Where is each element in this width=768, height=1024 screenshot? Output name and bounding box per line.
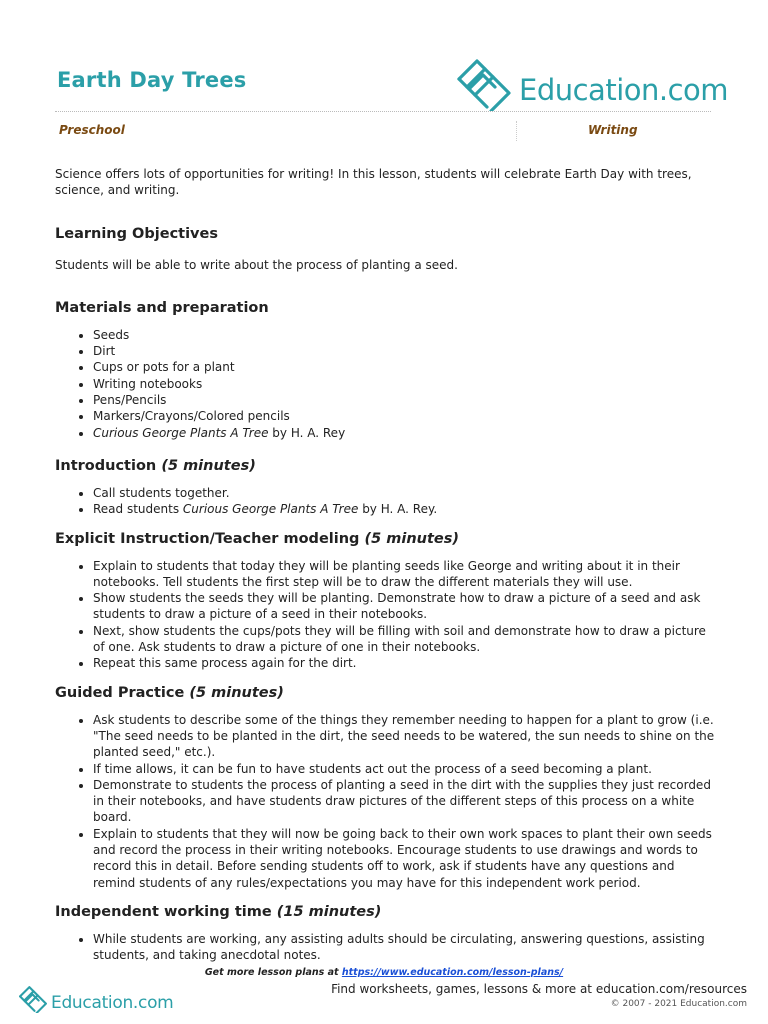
footer-education-logo[interactable] [18,984,173,1014]
explicit-list [55,558,715,672]
introduction-heading [55,457,715,475]
list-item [93,501,715,517]
list-item: • Repeat this same process again for the dirt. [93,655,715,671]
independent-heading [55,903,715,921]
list-item: • Demonstrate to students the process of planting a seed in the dirt with the supplies they just recorded in their notebooks, and have students draw pictures of the different steps of this process on a white board. [93,777,715,826]
list-item: • If time allows, it can be fun to have students act out the process of a seed becoming a plant. [93,761,715,777]
heading-text: Guided Practice [55,684,185,701]
grade-label: Preschool [59,123,125,137]
footer-copyright: © 2007 - 2021 Education.com [610,999,747,1009]
list-item: • Ask students to describe some of the things they remember needing to happen for a plant to grow (i.e. "The seed needs to be planted in the dirt, the seed needs to be watered, the sun needs to shine on the planted seed," etc.). [93,712,715,761]
heading-text: Introduction [55,457,157,474]
subject-label: Writing [588,123,638,137]
list-item: • Pens/Pencils [93,392,715,408]
logo-text: Education.com [519,73,729,107]
item-prefix: Read students [93,502,183,517]
list-item: • Seeds [93,327,715,343]
heading-text: Explicit Instruction/Teacher modeling [55,530,360,547]
independent-list [55,931,715,964]
list-item: • Show students the seeds they will be planting. Demonstrate how to draw a picture of a seed and ask students to draw a picture of a seed in their notebooks. [93,590,715,623]
list-item: • Next, show students the cups/pots they will be filling with soil and demonstrate how to draw a picture of one. Ask students to draw a picture of one in their notebooks. [93,623,715,656]
header-vertical-divider [516,121,517,141]
explicit-heading [55,530,715,548]
education-logo[interactable] [455,56,728,112]
list-item: • Markers/Crayons/Colored pencils [93,408,715,424]
lesson-content [55,166,715,964]
duration: (5 minutes) [189,684,284,701]
footer-find-text: Find worksheets, games, lessons & more at education.com/resources [331,982,747,996]
duration: (15 minutes) [276,903,382,920]
book-title: Curious George Plants A Tree [93,425,269,440]
footer-promo [0,967,768,978]
guided-heading [55,684,715,702]
promo-text: Get more lesson plans at [204,967,342,978]
list-item: • Explain to students that today they will be planting seeds like George and writing about it in their notebooks. Tell students the first step will be to draw the different materials they will use. [93,558,715,591]
list-item: • Writing notebooks [93,376,715,392]
footer-logo-text: Education.com [51,993,174,1013]
intro-paragraph: Science offers lots of opportunities for writing! In this lesson, students will celebrate Earth Day with trees, science, and writing. [55,167,692,198]
duration: (5 minutes) [364,530,459,547]
materials-heading: Materials and preparation [55,299,269,316]
list-item: • Explain to students that they will now be going back to their own work spaces to plant their own seeds and record the process in their writing notebooks. Encourage students to use drawings and words to record this in detail. Before sending students off to work, ask if students have any questions and remind students of any rules/expectations you may have for this independent work period. [93,826,715,891]
header-divider [55,111,711,112]
list-item: • Cups or pots for a plant [93,359,715,375]
guided-list [55,712,715,891]
item-suffix: by H. A. Rey. [358,502,438,517]
objectives-text: Students will be able to write about the process of planting a seed. [55,257,458,272]
materials-list [55,327,715,441]
education-logo-icon [18,985,48,1013]
lesson-plans-link[interactable]: https://www.education.com/lesson-plans/ [341,967,564,978]
education-logo-icon [455,57,513,111]
book-author: by H. A. Rey [268,425,346,440]
objectives-heading: Learning Objectives [55,225,218,242]
list-item: • While students are working, any assisting adults should be circulating, answering questions, assisting students, and taking anecdotal notes. [93,931,715,964]
introduction-list [55,485,715,518]
list-item: • Dirt [93,343,715,359]
heading-text: Independent working time [55,903,272,920]
list-item: • Call students together. [93,485,715,501]
book-title: Curious George Plants A Tree [182,502,359,517]
list-item [93,425,715,441]
page-title: Earth Day Trees [57,68,247,92]
duration: (5 minutes) [161,457,256,474]
